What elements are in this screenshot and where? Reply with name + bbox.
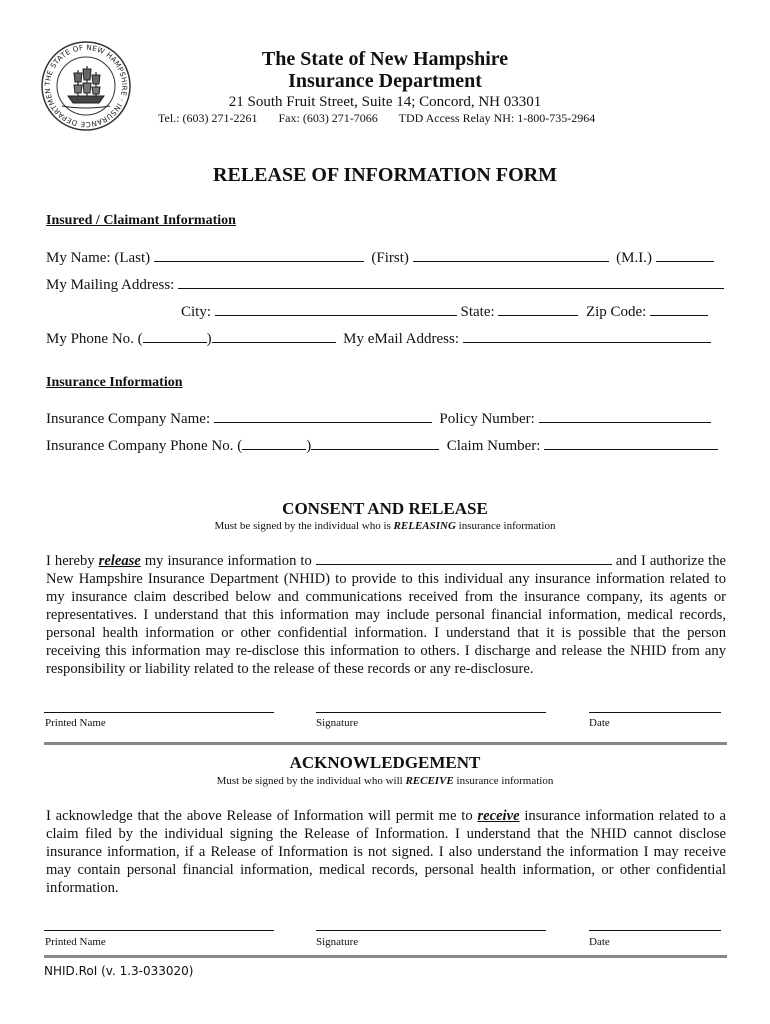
header-address: 21 South Fruit Street, Suite 14; Concord, NH 03301: [228, 94, 542, 110]
ack-text-start: I acknowledge that the above Release of Information will permit me to: [46, 808, 478, 824]
claim-number-field[interactable]: [544, 437, 718, 450]
company-phone-paren-close: ): [306, 438, 312, 454]
city-label: City:: [181, 304, 212, 320]
city-row: [181, 303, 708, 321]
consent-sub-text-end: insurance information: [455, 520, 556, 532]
acknowledgement-paragraph: [46, 807, 726, 897]
phone-number-field[interactable]: [212, 330, 336, 343]
consent-release-emphasis: release: [98, 553, 141, 569]
zip-field[interactable]: [650, 303, 708, 316]
consent-printed-name-label: Printed Name: [45, 717, 106, 729]
form-title: RELEASE OF INFORMATION FORM: [213, 164, 557, 186]
company-phone-label: Insurance Company Phone No. (: [46, 438, 243, 454]
consent-text-mid: my insurance information to: [140, 553, 316, 569]
email-field[interactable]: [463, 330, 711, 343]
header-fax: Fax: (603) 271-7066: [278, 111, 378, 125]
consent-printed-name-line[interactable]: [44, 712, 274, 713]
middle-initial-field[interactable]: [656, 249, 714, 262]
last-name-label: My Name: (Last): [46, 250, 151, 266]
header-tdd: TDD Access Relay NH: 1-800-735-2964: [398, 111, 596, 125]
ack-printed-name-label: Printed Name: [45, 936, 106, 948]
first-name-label: (First): [371, 250, 409, 266]
phone-email-row: [46, 330, 711, 348]
consent-date-line[interactable]: [589, 712, 721, 713]
consent-sub-text: Must be signed by the individual who is: [214, 520, 394, 532]
consent-heading: CONSENT AND RELEASE: [282, 499, 488, 518]
consent-date-label: Date: [589, 717, 610, 729]
header-contact-line: [158, 111, 613, 126]
phone-paren-close: ): [206, 331, 212, 347]
form-version-footer: NHID.RoI (v. 1.3-033020): [44, 964, 194, 978]
consent-paragraph: [46, 552, 726, 678]
consent-signature-line[interactable]: [316, 712, 546, 713]
company-policy-row: [46, 410, 711, 428]
city-field[interactable]: [215, 303, 457, 316]
ack-sub-text: Must be signed by the individual who will: [216, 775, 406, 787]
company-name-label: Insurance Company Name:: [46, 411, 211, 427]
ack-printed-name-line[interactable]: [44, 930, 274, 931]
mailing-address-field[interactable]: [178, 276, 724, 289]
insured-section-heading: Insured / Claimant Information: [46, 213, 236, 228]
company-name-field[interactable]: [214, 410, 432, 423]
acknowledgement-heading: ACKNOWLEDGEMENT: [289, 753, 481, 772]
mailing-row: [46, 276, 724, 294]
mailing-address-label: My Mailing Address:: [46, 277, 175, 293]
consent-sub-emphasis: RELEASING: [393, 520, 456, 532]
consent-signature-label: Signature: [316, 717, 359, 729]
ack-sub-text-end: insurance information: [453, 775, 554, 787]
section-divider: [44, 742, 727, 745]
state-label: State:: [460, 304, 495, 320]
middle-initial-label: (M.I.): [616, 250, 652, 266]
email-label: My eMail Address:: [343, 331, 459, 347]
ack-date-line[interactable]: [589, 930, 721, 931]
phone-label: My Phone No. (: [46, 331, 143, 347]
claim-number-label: Claim Number:: [446, 438, 541, 454]
consent-text-rest: and I authorize the New Hampshire Insurance Department (NHID) to provide to this individual any insurance information related to my insurance claim described below and communications received from the insurance company, its agents or representatives. I understand that this information may include personal financial information, medical records, personal health information or other confidential information. I understand that it is possible that the person receiving this information may re-disclose this information to others. I discharge and release the NHID from any responsibility or liability related to the release of these records or any re-disclosure.: [46, 553, 726, 677]
phone-area-code-field[interactable]: [143, 330, 207, 343]
acknowledgement-subheading: [0, 775, 770, 787]
policy-number-field[interactable]: [539, 410, 711, 423]
ack-receive-emphasis: receive: [477, 808, 520, 824]
state-field[interactable]: [498, 303, 578, 316]
policy-number-label: Policy Number:: [439, 411, 535, 427]
header-tel: Tel.: (603) 271-2261: [158, 111, 258, 125]
first-name-field[interactable]: [413, 249, 609, 262]
ack-text-rest: insurance information related to a claim filed by the individual signing the Release of Information. I understand that the NHID cannot disclose insurance information, if a Release of Information is not signed. I also understand the information I may receive may contain personal financial information, medical records, personal health information, or other confidential information.: [46, 808, 726, 896]
zip-label: Zip Code:: [585, 304, 647, 320]
header-state-title: The State of New Hampshire: [261, 48, 509, 70]
release-recipient-field[interactable]: [316, 552, 612, 565]
ack-sub-emphasis: RECEIVE: [405, 775, 454, 787]
consent-subheading: [0, 520, 770, 532]
company-phone-area-field[interactable]: [242, 437, 306, 450]
consent-text-start: I hereby: [46, 553, 99, 569]
last-name-field[interactable]: [154, 249, 364, 262]
company-phone-claim-row: [46, 437, 718, 455]
ack-date-label: Date: [589, 936, 610, 948]
ack-signature-label: Signature: [316, 936, 359, 948]
ack-signature-line[interactable]: [316, 930, 546, 931]
header-department-title: Insurance Department: [288, 70, 482, 92]
footer-divider: [44, 955, 727, 958]
svg-text:THE STATE OF NEW HAMPSHIRE · I: THE STATE OF NEW HAMPSHIRE · INSURANCE DEPARTMEN: [42, 42, 130, 130]
company-phone-number-field[interactable]: [311, 437, 439, 450]
name-row: [46, 249, 714, 267]
insurance-section-heading: Insurance Information: [46, 375, 183, 390]
